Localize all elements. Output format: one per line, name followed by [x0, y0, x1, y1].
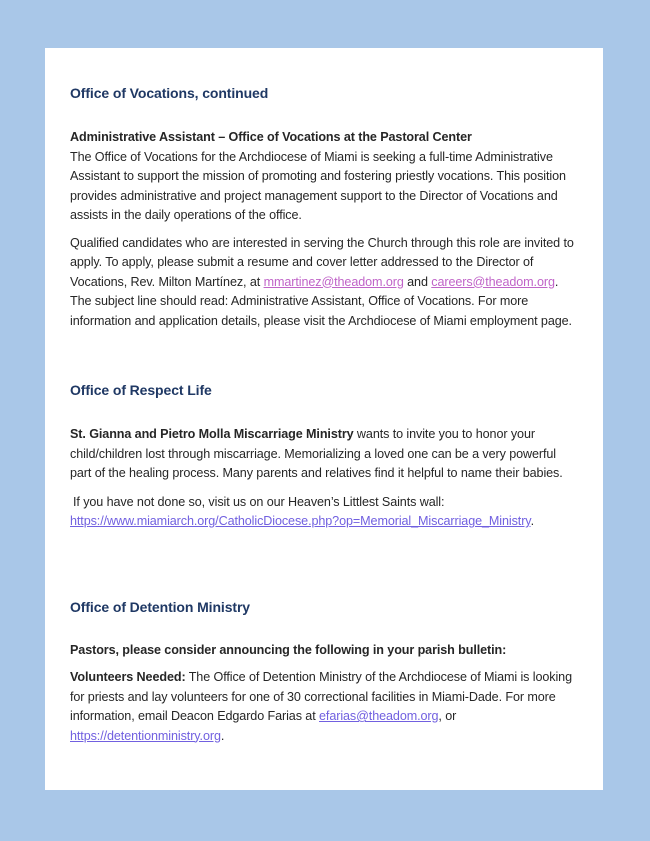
miscarriage-ministry-link[interactable]: https://www.miamiarch.org/CatholicDiocese.php?op=Memorial_Miscarriage_Ministry	[70, 514, 531, 528]
pastors-announcement: Pastors, please consider announcing the following in your parish bulletin:	[70, 642, 507, 657]
text-run: wants to invite you to honor your child/children lost through miscarriage. Memorializing a loved one can be a very powerful part of the healing process. Many parents and relatives find it helpful to name their babies.	[70, 427, 563, 480]
section-heading-detention: Office of Detention Ministry	[70, 598, 250, 615]
respect-life-paragraph-1	[70, 425, 575, 484]
document-page	[45, 48, 603, 790]
section-heading-respect-life: Office of Respect Life	[70, 382, 212, 398]
email-link-mmartinez[interactable]: mmartinez@theadom.org	[263, 274, 404, 289]
respect-life-paragraph-2	[70, 493, 575, 532]
text-run: and	[403, 274, 432, 289]
section-heading-vocations: Office of Vocations, continued	[70, 85, 269, 101]
detention-ministry-link[interactable]: https://detentionministry.org	[70, 728, 221, 743]
detention-paragraph-1	[70, 668, 575, 746]
text-run: If you have not done so, visit us on our Heaven’s Littlest Saints wall:	[73, 494, 445, 509]
text-run: The Office of Detention Ministry of the Archdiocese of Miami is looking for priests and lay volunteers for one of 30 correctional facilities in Miami-Dade. For more information, email Deacon Edgardo Farias at	[70, 670, 572, 723]
email-link-careers[interactable]: careers@theadom.org	[431, 274, 555, 289]
email-link-efarias[interactable]: efarias@theadom.org	[319, 709, 439, 723]
section-vocations	[70, 84, 575, 331]
vocations-paragraph-1: The Office of Vocations for the Archdiocese of Miami is seeking a full-time Administrative Assistant to support the mission of promoting and fostering priestly vocations. This position provides administrative and project management support to the Director of Vocations and assists in the daily operations of the office.	[70, 149, 566, 222]
section-respect-life	[70, 381, 575, 532]
text-run: . The subject line should read: Administrative Assistant, Office of Vocations. For more information and application details, please visit the Archdiocese of Miami employment page.	[70, 274, 572, 328]
text-run: , or	[438, 709, 457, 723]
text-run: Qualified candidates who are interested in serving the Church through this role are invited to apply. To apply, please submit a resume and cover letter addressed to the Director of Vocations, Rev. Milton Martínez, at	[70, 235, 574, 289]
section-detention-ministry	[70, 598, 575, 747]
volunteers-needed-bold: Volunteers Needed:	[70, 670, 186, 684]
job-title: Administrative Assistant – Office of Vocations at the Pastoral Center	[70, 130, 472, 144]
text-run: .	[220, 728, 225, 743]
vocations-paragraph-2	[70, 234, 575, 332]
ministry-name-bold: St. Gianna and Pietro Molla Miscarriage Ministry	[70, 427, 354, 441]
text-run: .	[530, 514, 534, 528]
